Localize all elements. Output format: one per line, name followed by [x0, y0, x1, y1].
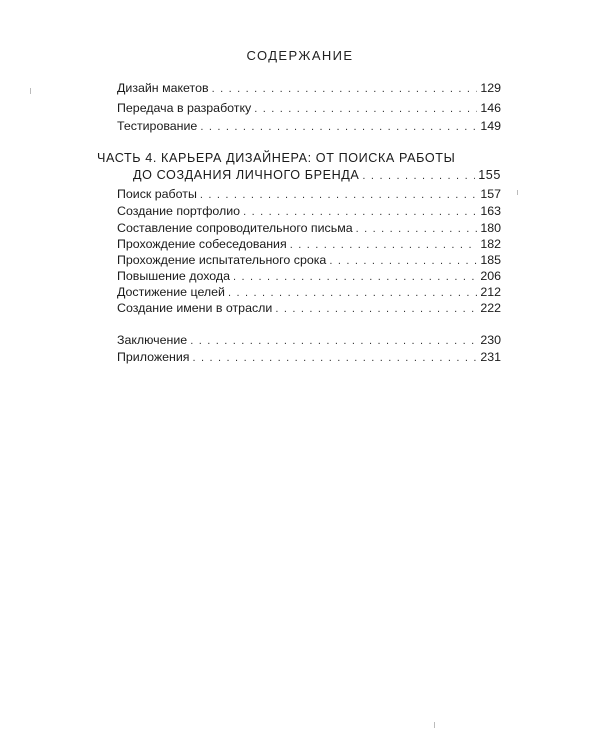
- toc-entry: [117, 80, 501, 96]
- toc-entry: [117, 236, 501, 252]
- toc-entry-title: Приложения: [117, 350, 190, 364]
- toc-entry-title: Заключение: [117, 333, 188, 347]
- toc-entry-page: 180: [480, 221, 501, 235]
- toc-entry: [117, 100, 501, 116]
- toc-entry-page: 231: [480, 350, 501, 364]
- dot-leader: [233, 269, 477, 285]
- toc-entry-title: Прохождение собеседования: [117, 237, 287, 251]
- dot-leader: [200, 187, 477, 203]
- toc-entry: [117, 220, 501, 236]
- dot-leader: [243, 204, 477, 220]
- toc-entry-title: Достижение целей: [117, 285, 225, 299]
- part-heading: [133, 167, 501, 183]
- dot-leader: [275, 301, 477, 317]
- toc-entry-page: 155: [478, 168, 501, 182]
- part-heading-line-1: ЧАСТЬ 4. КАРЬЕРА ДИЗАЙНЕРА: ОТ ПОИСКА РАБОТЫ: [97, 151, 456, 165]
- toc-entry-title: Поиск работы: [117, 187, 197, 201]
- part-heading-line-2: ДО СОЗДАНИЯ ЛИЧНОГО БРЕНДА: [133, 168, 360, 182]
- toc-entry-title: Дизайн макетов: [117, 81, 209, 95]
- toc-entry-page: 212: [480, 285, 501, 299]
- toc-entry-page: 222: [480, 301, 501, 315]
- toc-entry: [117, 349, 501, 365]
- toc-entry: [117, 203, 501, 219]
- toc-entry-title: Создание портфолио: [117, 204, 241, 218]
- toc-entry-page: 146: [480, 101, 501, 115]
- dot-leader: [362, 168, 475, 184]
- dot-leader: [190, 333, 477, 349]
- toc-entry: [117, 300, 501, 316]
- toc-entry: [117, 118, 501, 134]
- toc-entry-title: Тестирование: [117, 119, 198, 133]
- toc-entry: [117, 284, 501, 300]
- dot-leader: [212, 81, 478, 97]
- scan-mark: [517, 190, 518, 195]
- toc-entry: [117, 186, 501, 202]
- dot-leader: [200, 119, 477, 135]
- toc-entry-page: 182: [480, 237, 501, 251]
- scan-mark: [30, 88, 31, 94]
- toc-entry-page: 163: [480, 204, 501, 218]
- toc-entry-page: 185: [480, 253, 501, 267]
- toc-entry-page: 230: [480, 333, 501, 347]
- toc-entry: [117, 268, 501, 284]
- toc-entry-title: Составление сопроводительного письма: [117, 221, 353, 235]
- toc-entry-page: 129: [480, 81, 501, 95]
- dot-leader: [356, 221, 478, 237]
- toc-entry-page: 149: [480, 119, 501, 133]
- scan-mark: [434, 722, 435, 728]
- dot-leader: [290, 237, 478, 253]
- page-title: СОДЕРЖАНИЕ: [246, 48, 354, 63]
- toc-entry-title: Прохождение испытательного срока: [117, 253, 327, 267]
- dot-leader: [228, 285, 477, 301]
- toc-entry-page: 206: [480, 269, 501, 283]
- toc-entry-title: Создание имени в отрасли: [117, 301, 273, 315]
- toc-entry: [117, 332, 501, 348]
- toc-entry-title: Повышение дохода: [117, 269, 230, 283]
- toc-entry-title: Передача в разработку: [117, 101, 252, 115]
- dot-leader: [329, 253, 477, 269]
- dot-leader: [254, 101, 477, 117]
- toc-entry: [117, 252, 501, 268]
- dot-leader: [193, 350, 478, 366]
- toc-entry-page: 157: [480, 187, 501, 201]
